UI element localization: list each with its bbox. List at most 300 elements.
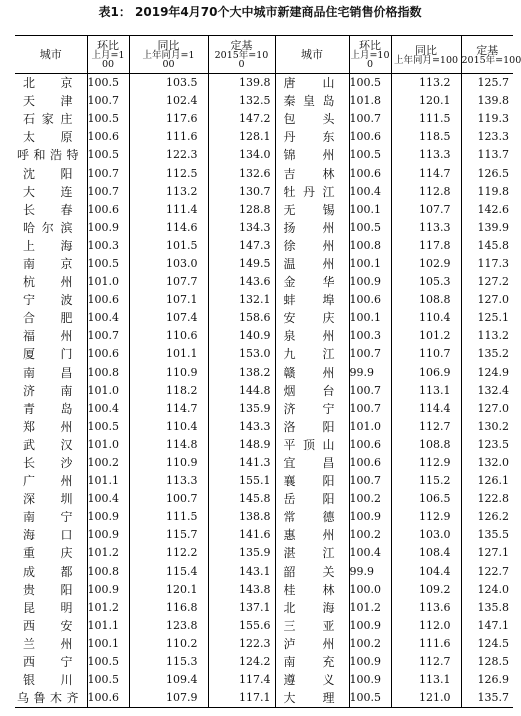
right-base-cell: 142.6 — [477, 202, 509, 216]
yoy-cell: 110.6 — [129, 327, 208, 345]
right-base-cell: 139.8 — [477, 94, 509, 108]
yoy-cell: 117.6 — [129, 110, 208, 128]
base-cell: 132.5 — [208, 92, 275, 110]
base-cell: 147.3 — [208, 237, 275, 255]
right-mom-cell: 100.7 — [349, 472, 391, 490]
yoy-cell: 107.7 — [129, 273, 208, 291]
city-cell: 合 肥 — [15, 309, 87, 327]
table-row — [15, 653, 513, 671]
city-cell: 贵 阳 — [15, 581, 87, 599]
table-row — [15, 671, 513, 689]
right-base-cell: 113.7 — [477, 148, 509, 162]
table-row — [15, 472, 513, 490]
right-mom-cell: 100.6 — [349, 436, 391, 454]
right-base-cell: 124.9 — [477, 365, 509, 379]
mom-cell: 100.6 — [87, 128, 129, 146]
yoy-cell: 110.4 — [129, 418, 208, 436]
right-base-cell: 132.0 — [477, 456, 509, 470]
yoy-cell: 100.7 — [129, 490, 208, 508]
yoy-cell: 111.6 — [129, 128, 208, 146]
right-city-cell: 北 海 — [275, 599, 349, 617]
mom-cell: 100.6 — [87, 201, 129, 219]
mom-cell: 101.2 — [87, 599, 129, 617]
city-cell: 海 口 — [15, 526, 87, 544]
table-row — [15, 581, 513, 599]
mom-cell: 100.5 — [87, 146, 129, 164]
right-yoy-cell: 112.0 — [391, 617, 461, 635]
right-city-cell: 遵 义 — [275, 671, 349, 689]
right-base-cell: 127.1 — [477, 546, 509, 560]
base-cell: 134.3 — [208, 219, 275, 237]
yoy-cell: 107.4 — [129, 309, 208, 327]
right-mom-cell: 100.6 — [349, 291, 391, 309]
mom-cell: 101.1 — [87, 617, 129, 635]
table-row — [15, 146, 513, 164]
right-mom-cell: 100.4 — [349, 544, 391, 562]
header-city: 城市 — [15, 36, 87, 74]
right-yoy-cell: 111.6 — [391, 635, 461, 653]
right-yoy-cell: 101.2 — [391, 327, 461, 345]
mom-cell: 100.8 — [87, 563, 129, 581]
right-city-cell: 岳 阳 — [275, 490, 349, 508]
base-cell: 155.6 — [208, 617, 275, 635]
right-city-cell: 韶 关 — [275, 563, 349, 581]
right-city-cell: 安 庆 — [275, 309, 349, 327]
mom-cell: 100.7 — [87, 183, 129, 201]
right-city-cell: 蚌 埠 — [275, 291, 349, 309]
table-row — [15, 364, 513, 382]
header-mom: 环比 上月=1 00 — [87, 36, 129, 74]
right-yoy-cell: 113.2 — [391, 74, 461, 93]
right-city-cell: 锦 州 — [275, 146, 349, 164]
city-cell: 广 州 — [15, 472, 87, 490]
yoy-cell: 111.5 — [129, 508, 208, 526]
base-cell: 147.2 — [208, 110, 275, 128]
table-row — [15, 309, 513, 327]
base-cell: 141.6 — [208, 526, 275, 544]
right-mom-cell: 100.5 — [349, 146, 391, 164]
right-base-cell: 130.2 — [477, 419, 509, 433]
yoy-cell: 107.1 — [129, 291, 208, 309]
base-cell: 135.9 — [208, 400, 275, 418]
base-cell: 117.4 — [208, 671, 275, 689]
city-cell: 青 岛 — [15, 400, 87, 418]
city-cell: 长 春 — [15, 201, 87, 219]
base-cell: 135.9 — [208, 544, 275, 562]
right-city-cell: 洛 阳 — [275, 418, 349, 436]
header-row — [15, 36, 513, 74]
right-city-cell: 泸 州 — [275, 635, 349, 653]
city-cell: 上 海 — [15, 237, 87, 255]
table-row — [15, 400, 513, 418]
right-yoy-cell: 110.7 — [391, 345, 461, 363]
right-mom-cell: 100.2 — [349, 635, 391, 653]
yoy-cell: 107.9 — [129, 689, 208, 708]
right-city-cell: 惠 州 — [275, 526, 349, 544]
table-row — [15, 436, 513, 454]
base-cell: 134.0 — [208, 146, 275, 164]
right-city-cell: 宜 昌 — [275, 454, 349, 472]
right-city-cell: 泉 州 — [275, 327, 349, 345]
right-base-cell: 126.1 — [477, 474, 509, 488]
table-row — [15, 255, 513, 273]
city-cell: 天 津 — [15, 92, 87, 110]
right-city-cell: 烟 台 — [275, 382, 349, 400]
base-cell: 155.1 — [208, 472, 275, 490]
mom-cell: 100.6 — [87, 345, 129, 363]
mom-cell: 100.9 — [87, 526, 129, 544]
header-yoy-right: 同比 上年同月=100 — [391, 36, 461, 74]
right-mom-cell: 100.6 — [349, 128, 391, 146]
mom-cell: 100.2 — [87, 454, 129, 472]
yoy-cell: 103.0 — [129, 255, 208, 273]
right-yoy-cell: 113.6 — [391, 599, 461, 617]
table-row — [15, 544, 513, 562]
right-yoy-cell: 114.4 — [391, 400, 461, 418]
right-base-cell: 135.8 — [477, 600, 509, 614]
table-row — [15, 291, 513, 309]
right-yoy-cell: 113.1 — [391, 671, 461, 689]
city-cell: 兰 州 — [15, 635, 87, 653]
right-city-cell: 平顶山 — [275, 436, 349, 454]
right-mom-cell: 100.5 — [349, 74, 391, 93]
table-row — [15, 563, 513, 581]
right-mom-cell: 100.7 — [349, 400, 391, 418]
base-cell: 139.8 — [208, 74, 275, 93]
right-mom-cell: 100.9 — [349, 653, 391, 671]
table-row — [15, 92, 513, 110]
table-row — [15, 327, 513, 345]
yoy-cell: 110.9 — [129, 454, 208, 472]
right-base-cell: 122.7 — [477, 564, 509, 578]
right-base-cell: 139.9 — [477, 220, 509, 234]
mom-cell: 100.9 — [87, 219, 129, 237]
table-row — [15, 110, 513, 128]
table-body — [15, 74, 513, 708]
base-cell: 145.8 — [208, 490, 275, 508]
base-cell: 149.5 — [208, 255, 275, 273]
right-mom-cell: 100.6 — [349, 164, 391, 182]
right-city-cell: 襄 阳 — [275, 472, 349, 490]
base-cell: 140.9 — [208, 327, 275, 345]
mom-cell: 100.1 — [87, 635, 129, 653]
right-base-cell: 124.5 — [477, 636, 509, 650]
table-row — [15, 164, 513, 182]
table-row — [15, 454, 513, 472]
right-mom-cell: 99.9 — [349, 563, 391, 581]
right-city-cell: 吉 林 — [275, 164, 349, 182]
yoy-cell: 112.5 — [129, 164, 208, 182]
right-yoy-cell: 114.7 — [391, 164, 461, 182]
right-base-cell: 127.0 — [477, 401, 509, 415]
city-cell: 南 京 — [15, 255, 87, 273]
base-cell: 132.1 — [208, 291, 275, 309]
right-base-cell: 128.5 — [477, 655, 509, 669]
base-cell: 132.6 — [208, 164, 275, 182]
right-yoy-cell: 115.2 — [391, 472, 461, 490]
table-row — [15, 74, 513, 93]
city-cell: 南 宁 — [15, 508, 87, 526]
right-city-cell: 秦皇岛 — [275, 92, 349, 110]
right-mom-cell: 100.9 — [349, 617, 391, 635]
right-base-cell: 117.3 — [477, 256, 509, 270]
header-yoy: 同比 上年同月=1 00 — [129, 36, 208, 74]
right-base-cell: 145.8 — [477, 238, 509, 252]
right-yoy-cell: 111.5 — [391, 110, 461, 128]
right-city-cell: 徐 州 — [275, 237, 349, 255]
right-city-cell: 无 锡 — [275, 201, 349, 219]
mom-cell: 101.0 — [87, 273, 129, 291]
table-row — [15, 128, 513, 146]
right-base-cell: 147.1 — [477, 618, 509, 632]
right-mom-cell: 100.2 — [349, 526, 391, 544]
yoy-cell: 112.2 — [129, 544, 208, 562]
right-base-cell: 119.3 — [477, 112, 509, 126]
table-row — [15, 526, 513, 544]
yoy-cell: 111.4 — [129, 201, 208, 219]
base-cell: 144.8 — [208, 382, 275, 400]
yoy-cell: 114.7 — [129, 400, 208, 418]
right-base-cell: 127.0 — [477, 293, 509, 307]
right-base-cell: 135.5 — [477, 528, 509, 542]
right-city-cell: 赣 州 — [275, 364, 349, 382]
yoy-cell: 114.6 — [129, 219, 208, 237]
right-base-cell: 123.5 — [477, 437, 509, 451]
base-cell: 143.8 — [208, 581, 275, 599]
right-mom-cell: 99.9 — [349, 364, 391, 382]
right-yoy-cell: 112.7 — [391, 653, 461, 671]
header-city-right: 城市 — [275, 36, 349, 74]
city-cell: 郑 州 — [15, 418, 87, 436]
header-mom-right: 环比 上月=10 0 — [349, 36, 391, 74]
mom-cell: 100.7 — [87, 327, 129, 345]
yoy-cell: 118.2 — [129, 382, 208, 400]
right-city-cell: 温 州 — [275, 255, 349, 273]
base-cell: 137.1 — [208, 599, 275, 617]
right-yoy-cell: 110.4 — [391, 309, 461, 327]
base-cell: 117.1 — [208, 689, 275, 708]
city-cell: 石家庄 — [15, 110, 87, 128]
city-cell: 呼和浩特 — [15, 146, 87, 164]
right-mom-cell: 101.8 — [349, 92, 391, 110]
city-cell: 哈尔滨 — [15, 219, 87, 237]
header-base: 定基 2015年=10 0 — [208, 36, 275, 74]
base-cell: 122.3 — [208, 635, 275, 653]
right-mom-cell: 100.2 — [349, 490, 391, 508]
right-city-cell: 包 头 — [275, 110, 349, 128]
right-city-cell: 三 亚 — [275, 617, 349, 635]
right-yoy-cell: 113.3 — [391, 219, 461, 237]
base-cell: 143.1 — [208, 563, 275, 581]
yoy-cell: 116.8 — [129, 599, 208, 617]
right-yoy-cell: 103.0 — [391, 526, 461, 544]
right-yoy-cell: 107.7 — [391, 201, 461, 219]
base-cell: 124.2 — [208, 653, 275, 671]
right-mom-cell: 100.6 — [349, 454, 391, 472]
right-base-cell: 125.7 — [477, 76, 509, 90]
mom-cell: 100.4 — [87, 490, 129, 508]
city-cell: 济 南 — [15, 382, 87, 400]
right-yoy-cell: 108.8 — [391, 436, 461, 454]
right-mom-cell: 100.4 — [349, 183, 391, 201]
base-cell: 128.1 — [208, 128, 275, 146]
city-cell: 长 沙 — [15, 454, 87, 472]
table-row — [15, 635, 513, 653]
right-mom-cell: 100.8 — [349, 237, 391, 255]
mom-cell: 100.8 — [87, 364, 129, 382]
right-yoy-cell: 113.3 — [391, 146, 461, 164]
right-city-cell: 唐 山 — [275, 74, 349, 93]
yoy-cell: 122.3 — [129, 146, 208, 164]
city-cell: 宁 波 — [15, 291, 87, 309]
city-cell: 成 都 — [15, 563, 87, 581]
city-cell: 太 原 — [15, 128, 87, 146]
base-cell: 130.7 — [208, 183, 275, 201]
right-city-cell: 湛 江 — [275, 544, 349, 562]
right-mom-cell: 100.9 — [349, 273, 391, 291]
mom-cell: 100.4 — [87, 309, 129, 327]
right-yoy-cell: 112.9 — [391, 508, 461, 526]
right-mom-cell: 100.9 — [349, 508, 391, 526]
city-cell: 乌鲁木齐 — [15, 689, 87, 708]
city-cell: 沈 阳 — [15, 164, 87, 182]
mom-cell: 100.9 — [87, 508, 129, 526]
base-cell: 148.9 — [208, 436, 275, 454]
right-city-cell: 九 江 — [275, 345, 349, 363]
right-base-cell: 119.8 — [477, 184, 509, 198]
mom-cell: 100.5 — [87, 418, 129, 436]
mom-cell: 100.3 — [87, 237, 129, 255]
base-cell: 158.6 — [208, 309, 275, 327]
right-base-cell: 132.4 — [477, 383, 509, 397]
table-row — [15, 183, 513, 201]
table-row — [15, 237, 513, 255]
mom-cell: 100.4 — [87, 400, 129, 418]
yoy-cell: 110.9 — [129, 364, 208, 382]
right-mom-cell: 100.3 — [349, 327, 391, 345]
right-yoy-cell: 120.1 — [391, 92, 461, 110]
right-mom-cell: 100.1 — [349, 201, 391, 219]
right-mom-cell: 100.1 — [349, 255, 391, 273]
mom-cell: 100.6 — [87, 291, 129, 309]
right-yoy-cell: 108.4 — [391, 544, 461, 562]
right-base-cell: 126.5 — [477, 166, 509, 180]
right-city-cell: 桂 林 — [275, 581, 349, 599]
right-yoy-cell: 118.5 — [391, 128, 461, 146]
right-city-cell: 金 华 — [275, 273, 349, 291]
city-cell: 杭 州 — [15, 273, 87, 291]
right-mom-cell: 100.7 — [349, 345, 391, 363]
right-base-cell: 135.7 — [477, 691, 509, 705]
city-cell: 西 宁 — [15, 653, 87, 671]
table-row — [15, 345, 513, 363]
price-index-table — [15, 35, 521, 708]
mom-cell: 100.7 — [87, 92, 129, 110]
base-cell: 143.6 — [208, 273, 275, 291]
yoy-cell: 114.8 — [129, 436, 208, 454]
yoy-cell: 101.1 — [129, 345, 208, 363]
yoy-cell: 120.1 — [129, 581, 208, 599]
city-cell: 银 川 — [15, 671, 87, 689]
right-mom-cell: 100.5 — [349, 689, 391, 708]
mom-cell: 100.5 — [87, 110, 129, 128]
right-yoy-cell: 112.9 — [391, 454, 461, 472]
table-row — [15, 689, 513, 708]
table-row — [15, 382, 513, 400]
right-mom-cell: 100.7 — [349, 110, 391, 128]
base-cell: 138.8 — [208, 508, 275, 526]
yoy-cell: 101.5 — [129, 237, 208, 255]
table-row — [15, 219, 513, 237]
mom-cell: 100.9 — [87, 581, 129, 599]
right-city-cell: 扬 州 — [275, 219, 349, 237]
city-cell: 大 连 — [15, 183, 87, 201]
mom-cell: 101.1 — [87, 472, 129, 490]
right-yoy-cell: 102.9 — [391, 255, 461, 273]
right-mom-cell: 100.9 — [349, 671, 391, 689]
mom-cell: 100.5 — [87, 653, 129, 671]
city-cell: 西 安 — [15, 617, 87, 635]
city-cell: 北 京 — [15, 74, 87, 93]
right-base-cell: 113.2 — [477, 329, 509, 343]
right-yoy-cell: 112.8 — [391, 183, 461, 201]
right-yoy-cell: 106.9 — [391, 364, 461, 382]
base-cell: 138.2 — [208, 364, 275, 382]
city-cell: 武 汉 — [15, 436, 87, 454]
right-mom-cell: 100.7 — [349, 382, 391, 400]
header-base-right: 定基 2015年=100 — [461, 36, 513, 74]
city-cell: 重 庆 — [15, 544, 87, 562]
table-row — [15, 617, 513, 635]
table-row — [15, 201, 513, 219]
yoy-cell: 113.2 — [129, 183, 208, 201]
yoy-cell: 113.3 — [129, 472, 208, 490]
mom-cell: 100.5 — [87, 255, 129, 273]
city-cell: 深 圳 — [15, 490, 87, 508]
base-cell: 143.3 — [208, 418, 275, 436]
yoy-cell: 123.8 — [129, 617, 208, 635]
right-mom-cell: 101.2 — [349, 599, 391, 617]
city-cell: 南 昌 — [15, 364, 87, 382]
right-mom-cell: 100.1 — [349, 309, 391, 327]
right-city-cell: 常 德 — [275, 508, 349, 526]
right-mom-cell: 100.5 — [349, 219, 391, 237]
right-base-cell: 125.1 — [477, 311, 509, 325]
mom-cell: 100.5 — [87, 74, 129, 93]
mom-cell: 100.6 — [87, 689, 129, 708]
table-row — [15, 508, 513, 526]
right-yoy-cell: 113.1 — [391, 382, 461, 400]
yoy-cell: 115.7 — [129, 526, 208, 544]
right-yoy-cell: 106.5 — [391, 490, 461, 508]
right-yoy-cell: 109.2 — [391, 581, 461, 599]
yoy-cell: 103.5 — [129, 74, 208, 93]
right-mom-cell: 101.0 — [349, 418, 391, 436]
mom-cell: 100.7 — [87, 164, 129, 182]
right-base-cell: 127.2 — [477, 275, 509, 289]
yoy-cell: 110.2 — [129, 635, 208, 653]
right-city-cell: 济 宁 — [275, 400, 349, 418]
right-yoy-cell: 117.8 — [391, 237, 461, 255]
table-row — [15, 599, 513, 617]
right-yoy-cell: 104.4 — [391, 563, 461, 581]
city-cell: 厦 门 — [15, 345, 87, 363]
right-city-cell: 大 理 — [275, 689, 349, 708]
right-yoy-cell: 112.7 — [391, 418, 461, 436]
base-cell: 153.0 — [208, 345, 275, 363]
base-cell: 128.8 — [208, 201, 275, 219]
yoy-cell: 115.4 — [129, 563, 208, 581]
